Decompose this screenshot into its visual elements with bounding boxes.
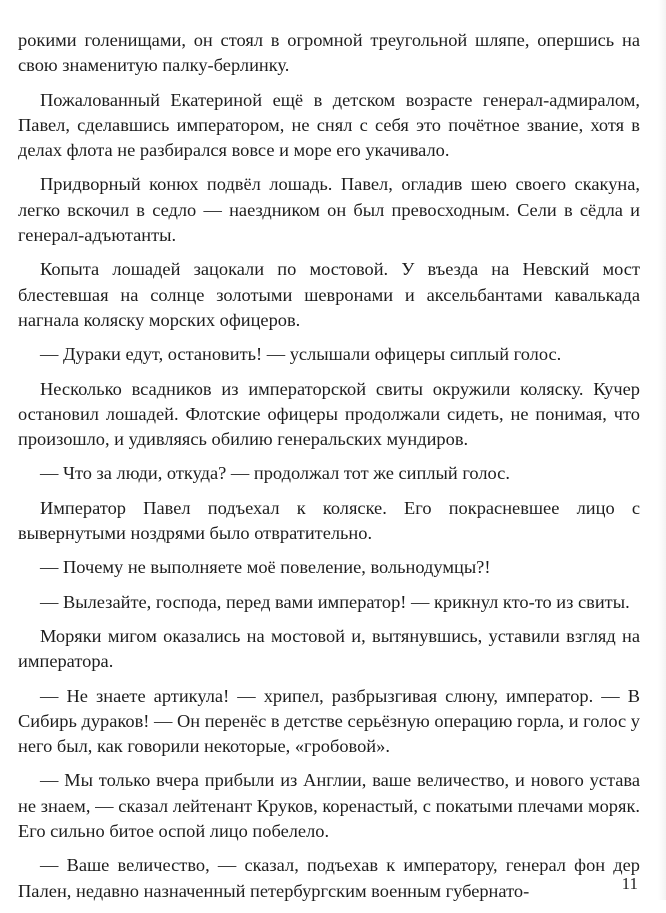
paragraph: — Что за люди, откуда? — продолжал тот же сиплый голос. bbox=[40, 463, 510, 484]
paragraph: Моряки мигом оказались на мостовой и, вытянувшись, уставили взгляд на императора. bbox=[18, 625, 640, 672]
paragraph: — Почему не выполняете моё повеление, вольнодумцы?! bbox=[40, 557, 491, 578]
paragraph: Несколько всадников из императорской свиты окружили коляску. Кучер остановил лошадей. Флотские офицеры продолжали сидеть, не понимая, что произошло, и удивляясь обилию генеральских мундиров. bbox=[18, 378, 640, 450]
paragraph: — Ваше величество, — сказал, подъехав к императору, генерал фон дер Пален, недавно назначенный петербургским военным губернато- bbox=[18, 855, 640, 901]
paragraph: рокими голенищами, он стоял в огромной треугольной шляпе, опершись на свою знаменитую палку-берлинку. bbox=[18, 30, 640, 76]
paragraph: — Мы только вчера прибыли из Англии, ваше величество, и нового устава не знаем, — сказал лейтенант Круков, коренастый, с покатыми плечами моряк. Его сильно битое оспой лицо побелело. bbox=[18, 770, 640, 842]
paragraph: — Дураки едут, остановить! — услышали офицеры сиплый голос. bbox=[40, 344, 562, 365]
paragraph: Придворный конюх подвёл лошадь. Павел, огладив шею своего скакуна, легко вскочил в седло — наездником он был превосходным. Сели в сёдла и генерал-адъютанты. bbox=[18, 174, 640, 246]
paragraph: — Вылезайте, господа, перед вами император! — крикнул кто-то из свиты. bbox=[40, 591, 630, 612]
page-number: 11 bbox=[621, 874, 638, 893]
paragraph: — Не знаете артикула! — хрипел, разбрызгивая слюну, император. — В Сибирь дураков! — Он перенёс в детстве серьёзную операцию горла, и голос у него был, как говорили некоторые, «гробовой». bbox=[18, 685, 640, 757]
page-body bbox=[18, 28, 640, 913]
paragraph: Пожалованный Екатериной ещё в детском возрасте генерал-адмиралом, Павел, сделавшись императором, не снял с себя это почётное звание, хотя в делах флота не разбирался вовсе и море его укачивало. bbox=[18, 89, 640, 161]
paragraph: Копыта лошадей зацокали по мостовой. У въезда на Невский мост блестевшая на солнце золотыми шевронами и аксельбантами кавалькада нагнала коляску морских офицеров. bbox=[18, 259, 640, 330]
paragraph: Император Павел подъехал к коляске. Его покрасневшее лицо с вывернутыми ноздрями было отвратительно. bbox=[18, 497, 640, 544]
page-edge-shadow bbox=[658, 0, 666, 900]
